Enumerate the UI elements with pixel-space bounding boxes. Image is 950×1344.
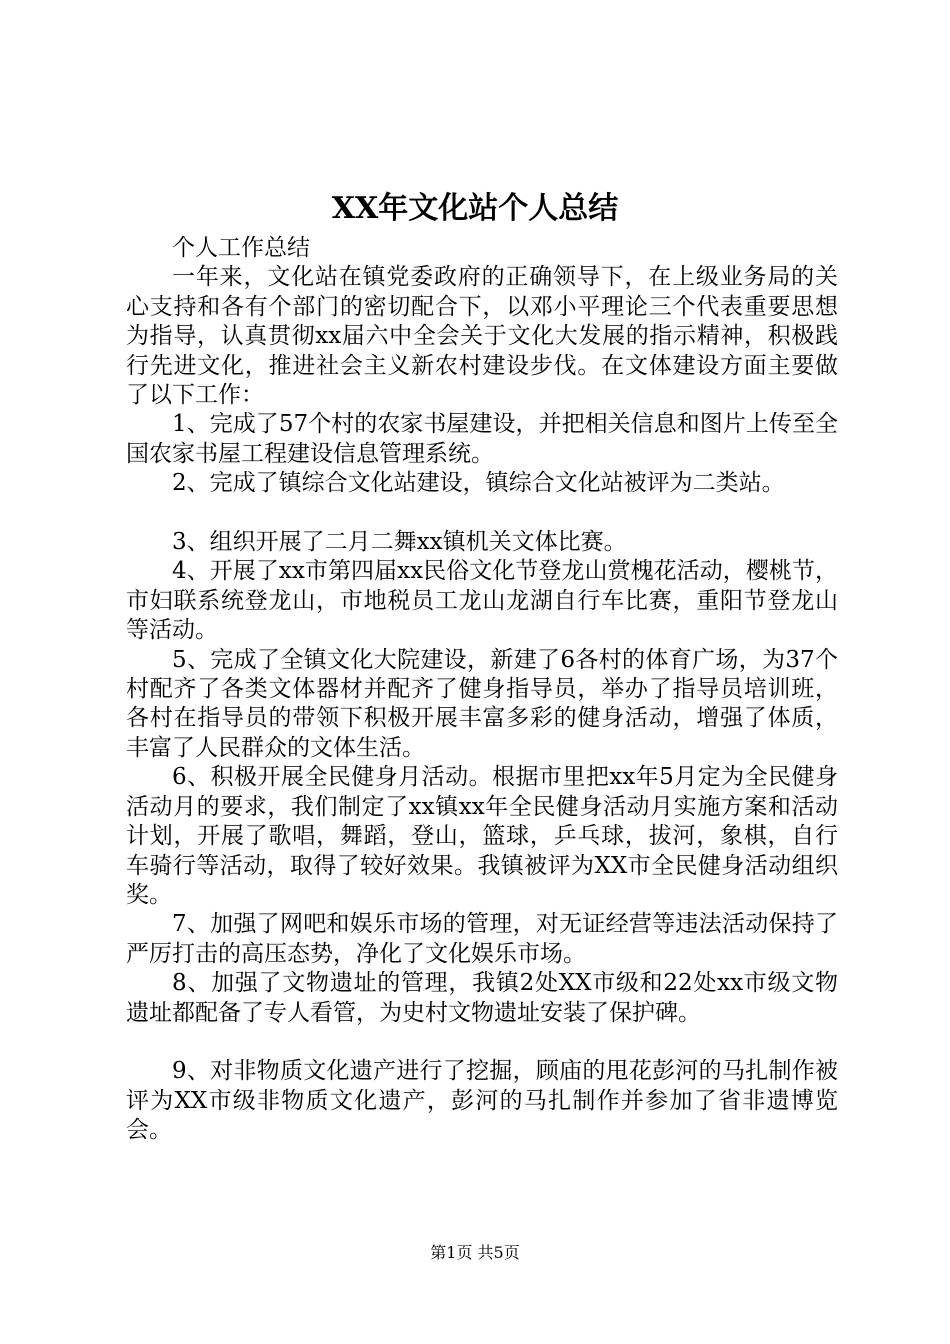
paragraph-item-5: 5、完成了全镇文化大院建设，新建了6各村的体育广场，为37个村配齐了各类文体器材并配齐了健身指导员，举办了指导员培训班，各村在指导员的带领下积极开展丰富多彩的健身活动，增强了体质，丰富了人民群众的文体生活。	[126, 646, 838, 761]
paragraph-item-6: 6、积极开展全民健身月活动。根据市里把xx年5月定为全民健身活动月的要求，我们制定了xx镇xx年全民健身活动月实施方案和活动计划，开展了歌唱，舞蹈，登山，篮球，乒乓球，拔河，象棋，自行车骑行等活动，取得了较好效果。我镇被评为XX市全民健身活动组织奖。	[126, 764, 838, 908]
paragraph-heading: 个人工作总结	[172, 235, 310, 261]
paragraph-item-1: 1、完成了57个村的农家书屋建设，并把相关信息和图片上传至全国农家书屋工程建设信息管理系统。	[126, 411, 838, 467]
paragraph-item-2: 2、完成了镇综合文化站建设，镇综合文化站被评为二类站。	[172, 470, 785, 497]
paragraph-item-3: 3、组织开展了二月二舞xx镇机关文体比赛。	[172, 529, 627, 556]
document-body	[126, 234, 838, 1146]
page-number: 第1页 共5页	[430, 1243, 520, 1262]
document-title: XX年文化站个人总结	[331, 191, 619, 226]
paragraph-item-8: 8、加强了文物遗址的管理，我镇2处XX市级和22处xx市级文物遗址都配备了专人看管，为史村文物遗址安装了保护碑。	[126, 970, 838, 1026]
paragraph-intro: 一年来，文化站在镇党委政府的正确领导下，在上级业务局的关心支持和各有个部门的密切配合下，以邓小平理论三个代表重要思想为指导，认真贯彻xx届六中全会关于文化大发展的指示精神，积极践行先进文化，推进社会主义新农村建设步伐。在文体建设方面主要做了以下工作：	[126, 264, 838, 409]
paragraph-item-7: 7、加强了网吧和娱乐市场的管理，对无证经营等违法活动保持了严厉打击的高压态势，净化了文化娱乐市场。	[126, 911, 838, 967]
paragraph-item-9: 9、对非物质文化遗产进行了挖掘，顾庙的甩花彭河的马扎制作被评为XX市级非物质文化遗产，彭河的马扎制作并参加了省非遗博览会。	[126, 1058, 838, 1144]
paragraph-item-4: 4、开展了xx市第四届xx民俗文化节登龙山赏槐花活动，樱桃节，市妇联系统登龙山，市地税员工龙山龙湖自行车比赛，重阳节登龙山等活动。	[126, 558, 838, 644]
